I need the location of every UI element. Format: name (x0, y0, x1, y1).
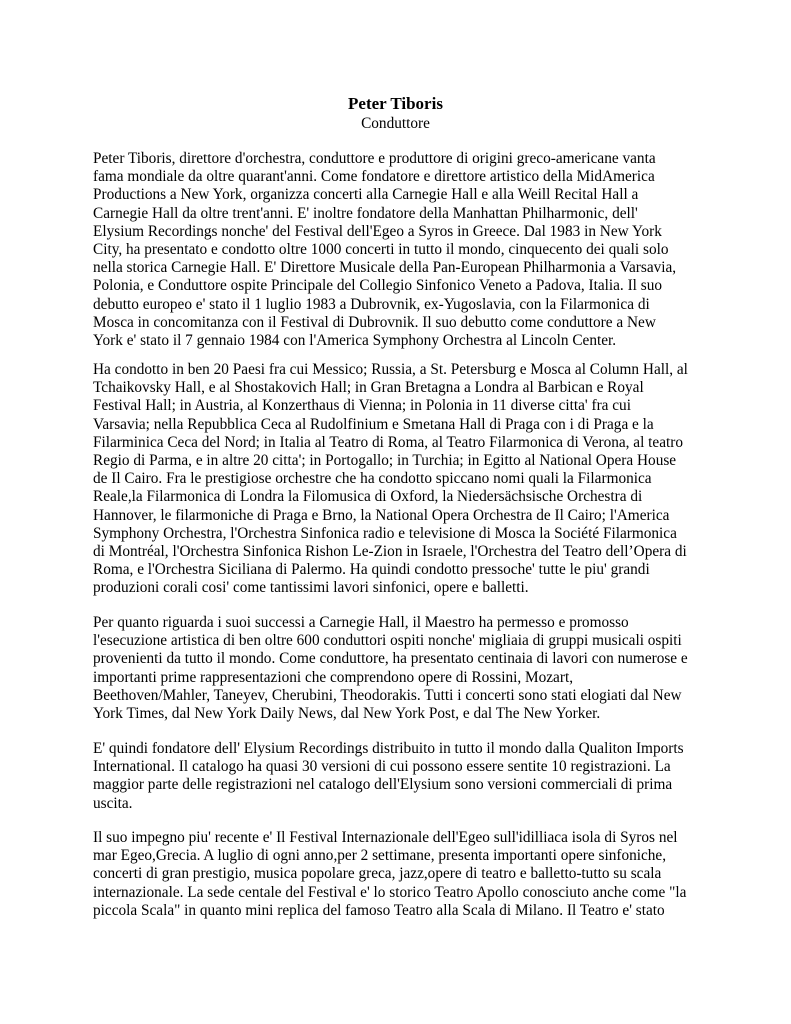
paragraph-line: produzioni corali cosi' come tantissimi lavori sinfonici, opere e balletti. (93, 579, 529, 597)
paragraph-line: International. Il catalogo ha quasi 30 versioni di cui possono essere sentite 10 registrazioni. La (93, 758, 671, 776)
paragraph-line: Hannover, le filarmoniche di Praga e Brno, la National Opera Orchestra de Il Cairo; l'America (93, 506, 670, 524)
paragraph-line: E' quindi fondatore dell' Elysium Recordings distribuito in tutto il mondo dalla Qualiton Imports (93, 740, 684, 757)
paragraph-line: provenienti da tutto il mondo. Come conduttore, ha presentato centinaia di lavori con numerose e (93, 650, 688, 668)
paragraph-line: York e' stato il 7 gennaio 1984 con l'America Symphony Orchestra al Lincoln Center. (93, 332, 617, 350)
paragraph-line: maggior parte delle registrazioni nel catalogo dell'Elysium sono versioni commerciali di prima (93, 776, 673, 794)
paragraph-line: l'esecuzione artistica di ben oltre 600 conduttori ospiti nonche' migliaia di gruppi musicali ospiti (93, 632, 682, 650)
paragraph-line: debutto europeo e' stato il 1 luglio 1983 a Dubrovnik, ex-Yugoslavia, con la Filarmonica di (93, 295, 650, 313)
paragraph-line: Beethoven/Mahler, Taneyev, Cherubini, Theodorakis. Tutti i concerti sono stati elogiati dal New (93, 686, 682, 704)
paragraph-line: Carnegie Hall da oltre trent'anni. E' inoltre fondatore della Manhattan Philharmonic, dell' (93, 204, 638, 222)
paragraph-line: Ha condotto in ben 20 Paesi fra cui Messico; Russia, a St. Petersburg e Mosca al Column Hall, al (93, 361, 688, 378)
paragraph-countries-conducted (93, 361, 733, 598)
paragraph-line: Festival Hall; in Austria, al Konzerthaus di Vienna; in Polonia in 11 diverse citta' fra cui (93, 397, 631, 415)
paragraph-line: Reale,la Filarmonica di Londra la Filomusica di Oxford, la Niedersächsische Orchestra di (93, 488, 643, 506)
paragraph-line: Il suo impegno piu' recente e' Il Festival Internazionale dell'Egeo sull'idilliaca isola di Syros nel (93, 829, 678, 846)
paragraph-carnegie-hall (93, 614, 733, 723)
paragraph-line: Tchaikovsky Hall, e al Shostakovich Hall; in Gran Bretagna a Londra al Barbican e Royal (93, 379, 644, 397)
paragraph-line: Polonia, e Conduttore ospite Principale del Collegio Sinfonico Veneto a Padova, Italia. Il suo (93, 277, 663, 295)
paragraph-line: de Il Cairo. Fra le prestigiose orchestre che ha condotto spiccano nomi quali la Filarmonica (93, 470, 652, 488)
paragraph-line: Regio di Parma, e in altre 20 citta'; in Portogallo; in Turchia; in Egitto al National Opera House (93, 452, 677, 470)
paragraph-line: Peter Tiboris, direttore d'orchestra, conduttore e produttore di origini greco-americane vanta (93, 150, 656, 167)
paragraph-line: Mosca in concomitanza con il Festival di Dubrovnik. Il suo debutto come conduttore a New (93, 313, 656, 331)
paragraph-line: concerti di gran prestigio, musica popolare greca, jazz,opere di teatro e balletto-tutto su scala (93, 865, 662, 883)
document-subtitle: Conduttore (361, 115, 430, 132)
paragraph-line: Filarminica Ceca del Nord; in Italia al Teatro di Roma, al Teatro Filarmonica di Verona, al teatro (93, 433, 683, 451)
document-title: Peter Tiboris (348, 94, 443, 113)
paragraph-line: York Times, dal New York Daily News, dal New York Post, e dal The New Yorker. (93, 705, 601, 723)
paragraph-line: Roma, e l'Orchestra Siciliana di Palermo. Ha quindi condotto pressoche' tutte le piu' grandi (93, 561, 650, 579)
paragraph-line: piccola Scala" in quanto mini replica del famoso Teatro alla Scala di Milano. Il Teatro e' stato (93, 901, 665, 919)
paragraph-line: di Montréal, l'Orchestra Sinfonica Rishon Le-Zion in Israele, l'Orchestra del Teatro dell’Opera di (93, 543, 687, 561)
paragraph-line: internazionale. La sede centale del Festival e' lo storico Teatro Apollo conosciuto anche come "la (93, 883, 687, 901)
paragraph-aegean-festival (93, 829, 733, 920)
paragraph-line: nella storica Carnegie Hall. E' Direttore Musicale della Pan-European Philharmonia a Varsavia, (93, 259, 677, 277)
paragraph-line: uscita. (93, 794, 133, 812)
paragraph-line: fama mondiale da oltre quarant'anni. Come fondatore e direttore artistico della MidAmerica (93, 168, 655, 186)
paragraph-line: importanti prime rappresentazioni che comprendono opere di Rossini, Mozart, (93, 668, 574, 686)
paragraph-line: mar Egeo,Grecia. A luglio di ogni anno,per 2 settimane, presenta importanti opere sinfoniche, (93, 847, 667, 865)
paragraph-line: Productions a New York, organizza concerti alla Carnegie Hall e alla Weill Recital Hall a (93, 186, 639, 204)
paragraph-line: Per quanto riguarda i suoi successi a Carnegie Hall, il Maestro ha permesso e promosso (93, 614, 629, 631)
paragraph-biography-intro (93, 150, 733, 350)
paragraph-elysium-recordings (93, 740, 733, 813)
paragraph-line: City, ha presentato e condotto oltre 1000 concerti in tutto il mondo, cinquecento dei quali solo (93, 241, 669, 259)
paragraph-line: Varsavia; nella Repubblica Ceca al Rudolfinium e Smetana Hall di Praga con i di Praga e la (93, 415, 654, 433)
paragraph-line: Elysium Recordings nonche' del Festival dell'Egeo a Syros in Greece. Dal 1983 in New York (93, 222, 662, 240)
paragraph-line: Symphony Orchestra, l'Orchestra Sinfonica radio e televisione di Mosca la Société Filarmonica (93, 524, 677, 542)
